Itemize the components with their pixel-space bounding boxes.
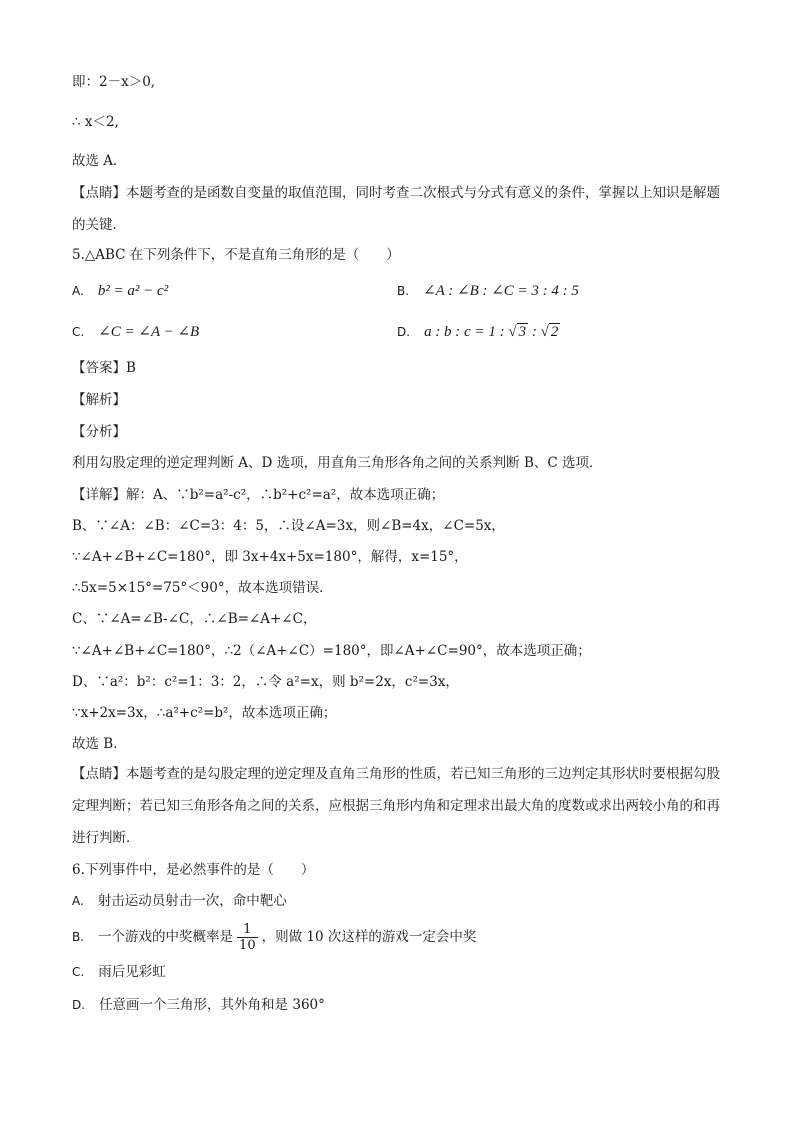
radicand: 2	[550, 324, 559, 340]
option-text: 射击运动员射击一次，命中靶心	[97, 893, 287, 909]
option-text-after: ，则做 10 次这样的游戏一定会中奖	[261, 929, 477, 945]
text-line: D、∵a²：b²：c²=1：3：2，∴令 a²=x，则 b²=2x，c²=3x，	[72, 674, 459, 690]
text-line: B、∵∠A：∠B：∠C=3：4：5，∴设∠A=3x，则∠B=4x，∠C=5x，	[72, 518, 505, 534]
text-line: ∴ x＜2,	[72, 114, 119, 130]
option-label: A.	[72, 894, 84, 908]
ratio-separator: :	[531, 324, 537, 340]
option-a	[72, 281, 168, 301]
text-line: ∴5x=5×15°=75°＜90°，故本选项错误．	[72, 580, 333, 596]
text-line: 故选 A．	[72, 153, 127, 169]
option-formula: a : b : c = 1 : √ 3 : √ 2	[424, 324, 559, 340]
option-label: B.	[397, 284, 410, 298]
answer-line	[72, 358, 136, 378]
text-line: 故选 B．	[72, 736, 127, 752]
text-line: 利用勾股定理的逆定理判断 A、D 选项，用直角三角形各角之间的关系判断 B、C 选项．	[72, 455, 603, 471]
comment-tag: 【点睛】	[72, 185, 126, 201]
option-text: 雨后见彩虹	[98, 964, 166, 980]
text-line: 即：2－x＞0,	[72, 74, 156, 90]
answer-value: B	[126, 360, 136, 376]
option-text-before: 一个游戏的中奖概率是	[98, 929, 234, 945]
option-b	[72, 922, 476, 953]
answer-tag: 【答案】	[72, 360, 126, 376]
option-d	[72, 995, 325, 1015]
option-formula: b² = a² − c²	[97, 283, 169, 299]
ratio-text: a : b : c = 1 :	[424, 324, 505, 340]
text-line: ∵∠A+∠B+∠C=180°，即 3x+4x+5x=180°，解得，x=15°，	[72, 549, 468, 565]
option-label: C.	[72, 325, 85, 339]
text-line: ∵x+2x=3x，∴a²+c²=b²，故本选项正确；	[72, 705, 337, 721]
fenxi-heading: 【分析】	[72, 424, 126, 440]
fraction-numerator: 1	[237, 922, 258, 938]
option-label: A.	[72, 284, 84, 298]
option-d	[397, 322, 560, 342]
option-c	[72, 322, 199, 342]
option-a	[72, 891, 287, 911]
detail-line	[72, 485, 444, 505]
comment-tag: 【点睛】	[72, 766, 126, 782]
option-formula: ∠A : ∠B : ∠C = 3 : 4 : 5	[423, 283, 579, 299]
question-stem: 5.△ABC 在下列条件下，不是直角三角形的是（ ）	[72, 247, 400, 263]
option-label: D.	[397, 325, 411, 339]
comment-paragraph	[72, 758, 722, 854]
comment-text: 本题考查的是勾股定理的逆定理及直角三角形的性质，若已知三角形的三边判定其形状时要根据勾股定理判断；若已知三角形各角之间的关系，应根据三角形内角和定理求出最大角的度数或求出两较小角的和再进行判断．	[72, 766, 720, 846]
option-b	[397, 281, 579, 301]
detail-tag: 【详解】	[72, 487, 126, 503]
text-line: ∵∠A+∠B+∠C=180°，∴2（∠A+∠C）=180°，即∠A+∠C=90°，故本选项正确；	[72, 643, 591, 659]
radicand: 3	[518, 324, 527, 340]
option-formula: ∠C = ∠A − ∠B	[98, 324, 200, 340]
option-label: C.	[72, 965, 85, 979]
comment-text: 本题考查的是函数自变量的取值范围，同时考查二次根式与分式有意义的条件，掌握以上知识是解题的关键．	[72, 185, 720, 233]
fraction	[237, 922, 258, 953]
option-label: B.	[72, 930, 85, 944]
option-text: 任意画一个三角形，其外角和是 360°	[99, 997, 325, 1013]
fraction-denominator: 10	[239, 938, 256, 953]
comment-paragraph	[72, 177, 722, 241]
detail-text: 解：A、∵b²=a²-c²，∴b²+c²=a²，故本选项正确；	[126, 487, 445, 503]
option-label: D.	[72, 998, 86, 1012]
option-c	[72, 962, 166, 982]
analysis-heading: 【解析】	[72, 392, 126, 408]
text-line: C、∵∠A=∠B-∠C，∴∠B=∠A+∠C，	[72, 611, 317, 627]
question-stem: 6.下列事件中，是必然事件的是（ ）	[72, 862, 315, 878]
